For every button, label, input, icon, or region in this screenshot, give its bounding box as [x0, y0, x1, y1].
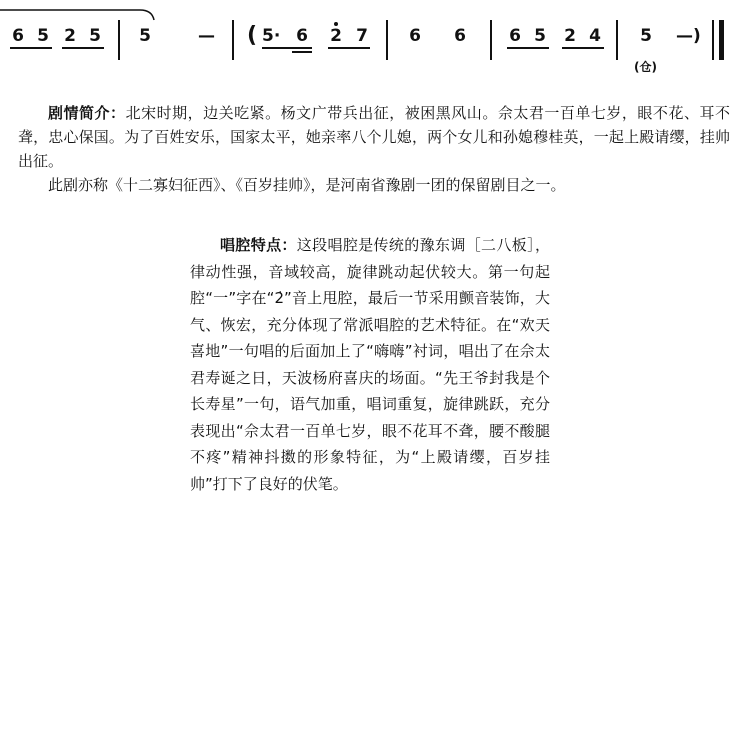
note: 6	[509, 26, 521, 46]
bar-line	[386, 20, 388, 60]
note: 5	[37, 26, 49, 46]
synopsis-body: 北宋时期，边关吃紧。杨文广带兵出征，被困黑风山。佘太君一百单七岁，眼不花、耳不聋，忠心保国。为了百姓安乐，国家太平，她亲率八个儿媳，两个女儿和孙媳穆桂英，一起上殿请缨，挂帅出征。	[18, 104, 730, 170]
bar-line	[232, 20, 234, 60]
note: 6	[454, 26, 466, 46]
music-score	[0, 0, 750, 90]
bar-line	[118, 20, 120, 60]
bar-line	[616, 20, 618, 60]
note: 2	[64, 26, 76, 46]
eighth-beam	[10, 47, 52, 49]
final-bar-thick	[719, 20, 724, 60]
synopsis-section	[18, 101, 730, 197]
feature-body: 这段唱腔是传统的豫东调［二八板］，律动性强，音域较高，旋律跳动起伏较大。第一句起腔“一”字在“2̇”音上甩腔，最后一节采用颤音装饰，大气、恢宏，充分体现了常派唱腔的艺术特征。在“欢天喜地”一句唱的后面加上了“嗨嗨”衬词，唱出了在佘太君寿诞之日，天波杨府喜庆的场面。“先王爷封我是个长寿星”一句，语气加重，唱词重复，旋律跳跃，充分表现出“佘太君一百单七岁，眼不花耳不聋，腰不酸腿不疼”精神抖擞的形象特征，为“上殿请缨，百岁挂帅”打下了良好的伏笔。	[190, 236, 550, 493]
singing-feature-section	[190, 232, 550, 497]
high-octave-dot	[334, 22, 338, 26]
open-paren: (	[247, 23, 258, 48]
final-bar-thin	[712, 20, 714, 60]
sixteenth-beam	[292, 51, 312, 53]
feature-label: 唱腔特点：	[220, 236, 297, 254]
eighth-beam	[507, 47, 549, 49]
sustain-dash: —	[198, 26, 215, 46]
feature-paragraph	[190, 232, 550, 497]
note: 7	[356, 26, 368, 46]
note: 5	[139, 26, 151, 46]
note: 6	[12, 26, 24, 46]
sustain-dash-close-paren: —)	[676, 26, 701, 46]
note: 6	[296, 26, 308, 46]
note: 2	[564, 26, 576, 46]
synopsis-label: 剧情简介：	[48, 104, 126, 122]
bar-line	[490, 20, 492, 60]
eighth-beam	[328, 47, 370, 49]
eighth-beam	[62, 47, 104, 49]
eighth-beam	[562, 47, 604, 49]
note: 5·	[262, 26, 281, 46]
note: 6	[409, 26, 421, 46]
phrase-slur-arc	[0, 0, 170, 22]
note: 5	[89, 26, 101, 46]
note: 4	[589, 26, 601, 46]
synopsis-paragraph	[18, 101, 730, 173]
eighth-beam	[262, 47, 312, 49]
note: 5	[640, 26, 652, 46]
percussion-mark: (仓)	[634, 60, 657, 74]
alias-note: 此剧亦称《十二寡妇征西》、《百岁挂帅》，是河南省豫剧一团的保留剧目之一。	[48, 176, 566, 194]
note: 2	[330, 26, 342, 46]
note: 5	[534, 26, 546, 46]
